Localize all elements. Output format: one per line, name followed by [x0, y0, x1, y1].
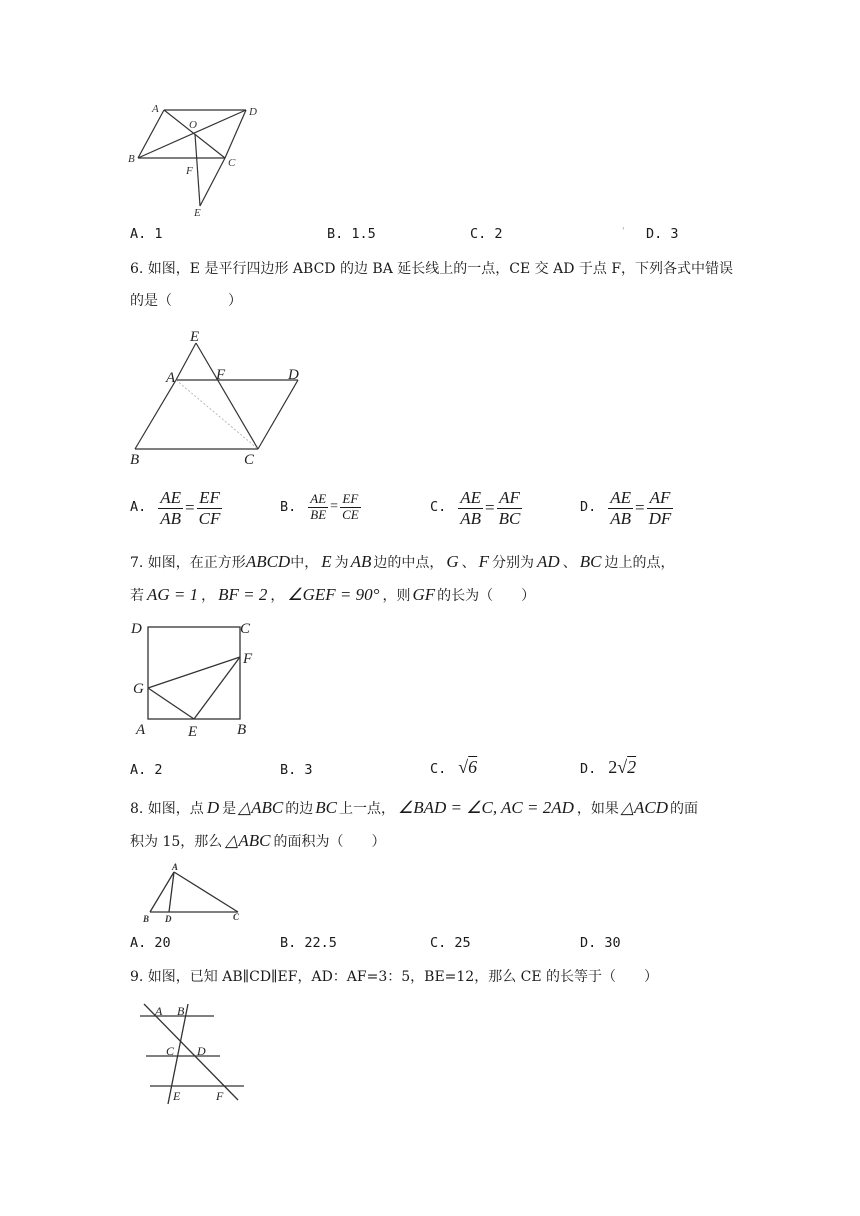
q7-text: 若 — [130, 588, 144, 604]
q7-text: 的长为（ ） — [437, 588, 536, 604]
q7-option-b: B. 3 — [280, 762, 313, 778]
q8-text: 上一点， — [339, 801, 396, 817]
q8-text: 的面积为（ ） — [273, 834, 386, 850]
q5-option-d: D. 3 — [646, 226, 679, 242]
q8-label-b: B — [143, 914, 150, 924]
q7-math: ∠GEF = 90° — [287, 585, 380, 604]
q6-c-num2: AF — [497, 488, 523, 509]
q7-math: F — [478, 552, 490, 571]
q6-label-a: A — [166, 370, 176, 386]
q6-b-den1: BE — [310, 506, 327, 522]
q7-text: 、 — [562, 555, 577, 571]
q6-option-a-letter: A. — [130, 499, 147, 516]
q6-option-c-frac1 — [458, 488, 483, 528]
q8-math: △ABC — [238, 798, 284, 817]
q7-math: E — [321, 552, 332, 571]
q6-option-a-frac1 — [158, 488, 183, 528]
q8-option-b: B. 22.5 — [280, 935, 337, 951]
q7-label-a: A — [136, 722, 146, 738]
q8-math: △ACD — [620, 798, 668, 817]
q5-label-c: C — [228, 157, 236, 169]
q7-math: BC — [579, 552, 602, 571]
q7-option-c-radicand: 6 — [468, 757, 478, 777]
q6-label-e: E — [190, 329, 200, 345]
q9-label-c: C — [166, 1044, 175, 1058]
q8-text: 的面 — [669, 801, 698, 817]
q8-math: D — [206, 798, 220, 817]
q6-c-num1: AE — [460, 488, 482, 507]
q9-label-a: A — [155, 1004, 163, 1018]
q6-figure — [128, 322, 318, 470]
q9-label-b: B — [177, 1004, 185, 1018]
q6-d-eq: = — [635, 498, 645, 518]
q7-text: ，则 — [382, 588, 411, 604]
q6-label-f: F — [216, 367, 226, 383]
q6-b-num2: EF — [340, 492, 361, 508]
q6-option-a-frac2 — [197, 488, 223, 528]
q8-text: 积为 15，那么 — [130, 834, 223, 850]
q6-d-num2: AF — [647, 488, 674, 509]
q6-label-b: B — [130, 452, 140, 468]
q6-option-d-frac2 — [647, 488, 674, 528]
q8-label-d: D — [165, 914, 172, 924]
q6-option-a — [130, 488, 222, 528]
q7-text: 边上的点， — [604, 555, 675, 571]
q7-text: 7. 如图，在正方形 — [130, 555, 246, 571]
q6-option-d-letter: D. — [580, 499, 597, 516]
q6-c-den1: AB — [460, 508, 482, 528]
q7-option-d-sqrt: √2 — [617, 757, 637, 777]
q6-option-b-letter: B. — [280, 498, 297, 515]
q9-figure — [136, 996, 256, 1108]
q6-a-num1: AE — [160, 488, 182, 507]
q8-figure — [138, 860, 248, 926]
q5-stray-mark: ' — [622, 227, 625, 237]
q7-option-c — [430, 758, 477, 777]
q7-label-b: B — [237, 722, 247, 738]
q7-option-c-letter: C. — [430, 761, 447, 777]
q7-math: BF = 2 — [218, 585, 268, 604]
q5-label-b: B — [128, 153, 135, 165]
q7-option-d-radicand: 2 — [627, 757, 637, 777]
q5-option-a: A. 1 — [130, 226, 163, 242]
q7-stem-line1 — [130, 553, 674, 570]
q6-label-c: C — [244, 452, 255, 468]
q7-label-c: C — [240, 621, 251, 637]
q7-label-f: F — [243, 651, 253, 667]
q5-label-a: A — [152, 103, 159, 115]
q6-d-num1: AE — [610, 488, 632, 507]
q6-stem-line2: 的是（ ） — [130, 293, 242, 309]
q5-option-c: C. 2 — [470, 226, 503, 242]
q6-a-num2: EF — [197, 488, 223, 509]
q8-text: 8. 如图，点 — [130, 801, 204, 817]
q7-text: 为 — [334, 555, 349, 571]
q6-a-eq: = — [185, 498, 195, 518]
q6-option-c — [430, 488, 522, 528]
q5-label-e: E — [194, 207, 201, 219]
q7-stem-line2 — [130, 586, 535, 603]
q7-figure — [128, 615, 268, 740]
q7-text: 边的中点， — [373, 555, 444, 571]
q7-text: ， — [201, 588, 216, 604]
q7-math: G — [446, 552, 459, 571]
q6-d-den2: DF — [648, 508, 672, 528]
q8-math: ∠BAD = ∠C, AC = 2AD — [398, 798, 574, 817]
q8-math: △ABC — [225, 831, 271, 850]
q9-label-d: D — [197, 1044, 206, 1058]
q8-option-d: D. 30 — [580, 935, 621, 951]
q6-b-den2: CE — [342, 506, 359, 522]
q7-math: AG = 1 — [147, 585, 199, 604]
q7-math: ABCD — [245, 552, 291, 571]
q5-label-d: D — [249, 106, 257, 118]
q6-b-num1: AE — [310, 491, 327, 506]
q8-math: BC — [315, 798, 338, 817]
q7-option-c-sqrt: √6 — [458, 757, 478, 777]
q7-label-d: D — [131, 621, 142, 637]
q6-option-d-frac1 — [608, 488, 633, 528]
q6-d-den1: AB — [610, 508, 632, 528]
q8-label-a: A — [172, 862, 179, 872]
q7-option-d — [580, 758, 636, 777]
q7-option-d-coef: 2 — [608, 757, 618, 777]
q6-c-eq: = — [485, 498, 495, 518]
q7-label-e: E — [188, 724, 198, 740]
q6-option-d — [580, 488, 673, 528]
q8-text: 的边 — [285, 801, 314, 817]
q6-option-c-frac2 — [497, 488, 523, 528]
q6-c-den2: BC — [498, 508, 521, 528]
q6-option-b-frac2 — [340, 492, 361, 523]
q6-option-b — [280, 492, 361, 523]
q7-math: AD — [537, 552, 560, 571]
q7-math: AB — [350, 552, 372, 571]
q7-text: 中， — [290, 555, 319, 571]
q7-text: ， — [270, 588, 285, 604]
q8-stem-line1 — [130, 799, 698, 816]
q9-label-e: E — [173, 1089, 181, 1103]
q5-figure — [120, 98, 270, 223]
q6-a-den2: CF — [198, 508, 221, 528]
q6-option-c-letter: C. — [430, 499, 447, 516]
q5-label-o: O — [189, 119, 197, 131]
q5-label-f: F — [186, 165, 193, 177]
q8-option-a: A. 20 — [130, 935, 171, 951]
q6-option-b-frac1 — [308, 492, 328, 523]
q6-a-den1: AB — [160, 508, 182, 528]
q8-text: 是 — [222, 801, 237, 817]
q6-label-d: D — [288, 367, 299, 383]
q8-label-c: C — [233, 912, 240, 922]
q8-text: ，如果 — [576, 801, 619, 817]
q8-stem-line2 — [130, 832, 385, 849]
q7-option-a: A. 2 — [130, 762, 163, 778]
q7-label-g: G — [133, 681, 144, 697]
q9-label-f: F — [216, 1089, 224, 1103]
q7-text: 、 — [461, 555, 476, 571]
q6-stem-line1: 6. 如图，E 是平行四边形 ABCD 的边 BA 延长线上的一点，CE 交 AD 于点 F，下列各式中错误 — [130, 261, 734, 277]
q7-option-d-letter: D. — [580, 761, 597, 777]
q6-b-eq: = — [330, 499, 339, 515]
q8-option-c: C. 25 — [430, 935, 471, 951]
q7-math: GF — [412, 585, 436, 604]
q5-option-b: B. 1.5 — [327, 226, 376, 242]
q7-text: 分别为 — [492, 555, 535, 571]
q9-stem-line1: 9. 如图，已知 AB∥CD∥EF，AD：AF=3：5，BE=12，那么 CE 的长等于（ ） — [130, 969, 659, 985]
